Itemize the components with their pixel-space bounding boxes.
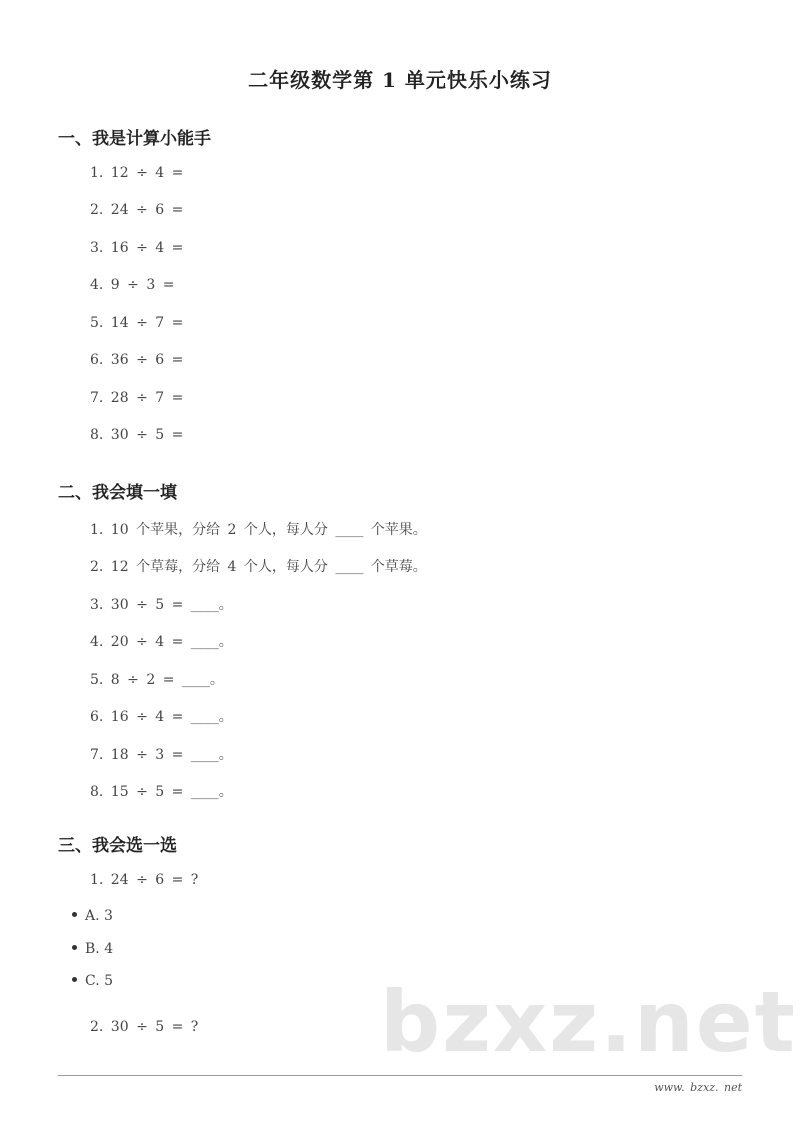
- bullet-icon: [72, 912, 77, 917]
- fill-in-item: 1. 10 个苹果，分给 2 个人，每人分 ____ 个苹果。: [90, 522, 427, 538]
- fill-in-item: 8. 15 ÷ 5 = ____。: [90, 784, 233, 800]
- choice-option-b: B. 4: [72, 941, 272, 957]
- calc-item: 8. 30 ÷ 5 =: [90, 427, 184, 443]
- choice-question: 2. 30 ÷ 5 = ?: [90, 1019, 199, 1035]
- footer-url: www. bzxz. net: [654, 1081, 742, 1094]
- calc-item: 1. 12 ÷ 4 =: [90, 165, 184, 181]
- fill-in-item: 5. 8 ÷ 2 = ____。: [90, 672, 224, 688]
- bullet-icon: [72, 945, 77, 950]
- calc-item: 5. 14 ÷ 7 =: [90, 315, 184, 331]
- calc-item: 3. 16 ÷ 4 =: [90, 240, 184, 256]
- page-title: 二年级数学第 1 单元快乐小练习: [248, 68, 552, 92]
- bullet-icon: [72, 977, 77, 982]
- section-heading-multiple-choice: 三、我会选一选: [58, 836, 177, 856]
- choice-question: 1. 24 ÷ 6 = ?: [90, 872, 199, 888]
- choice-option-c: C. 5: [72, 973, 272, 989]
- fill-in-item: 3. 30 ÷ 5 = ____。: [90, 597, 233, 613]
- section-heading-fill-in: 二、我会填一填: [58, 483, 177, 503]
- fill-in-item: 4. 20 ÷ 4 = ____。: [90, 634, 233, 650]
- calc-item: 4. 9 ÷ 3 =: [90, 277, 175, 293]
- fill-in-item: 6. 16 ÷ 4 = ____。: [90, 709, 233, 725]
- calc-item: 7. 28 ÷ 7 =: [90, 390, 184, 406]
- fill-in-item: 7. 18 ÷ 3 = ____。: [90, 747, 233, 763]
- calc-item: 6. 36 ÷ 6 =: [90, 352, 184, 368]
- site-watermark: bzxz.net: [380, 973, 797, 1071]
- section-heading-calculation: 一、我是计算小能手: [58, 129, 211, 149]
- calc-item: 2. 24 ÷ 6 =: [90, 202, 184, 218]
- footer-divider: [58, 1075, 742, 1076]
- fill-in-item: 2. 12 个草莓，分给 4 个人，每人分 ____ 个草莓。: [90, 559, 427, 575]
- choice-option-a: A. 3: [72, 908, 272, 924]
